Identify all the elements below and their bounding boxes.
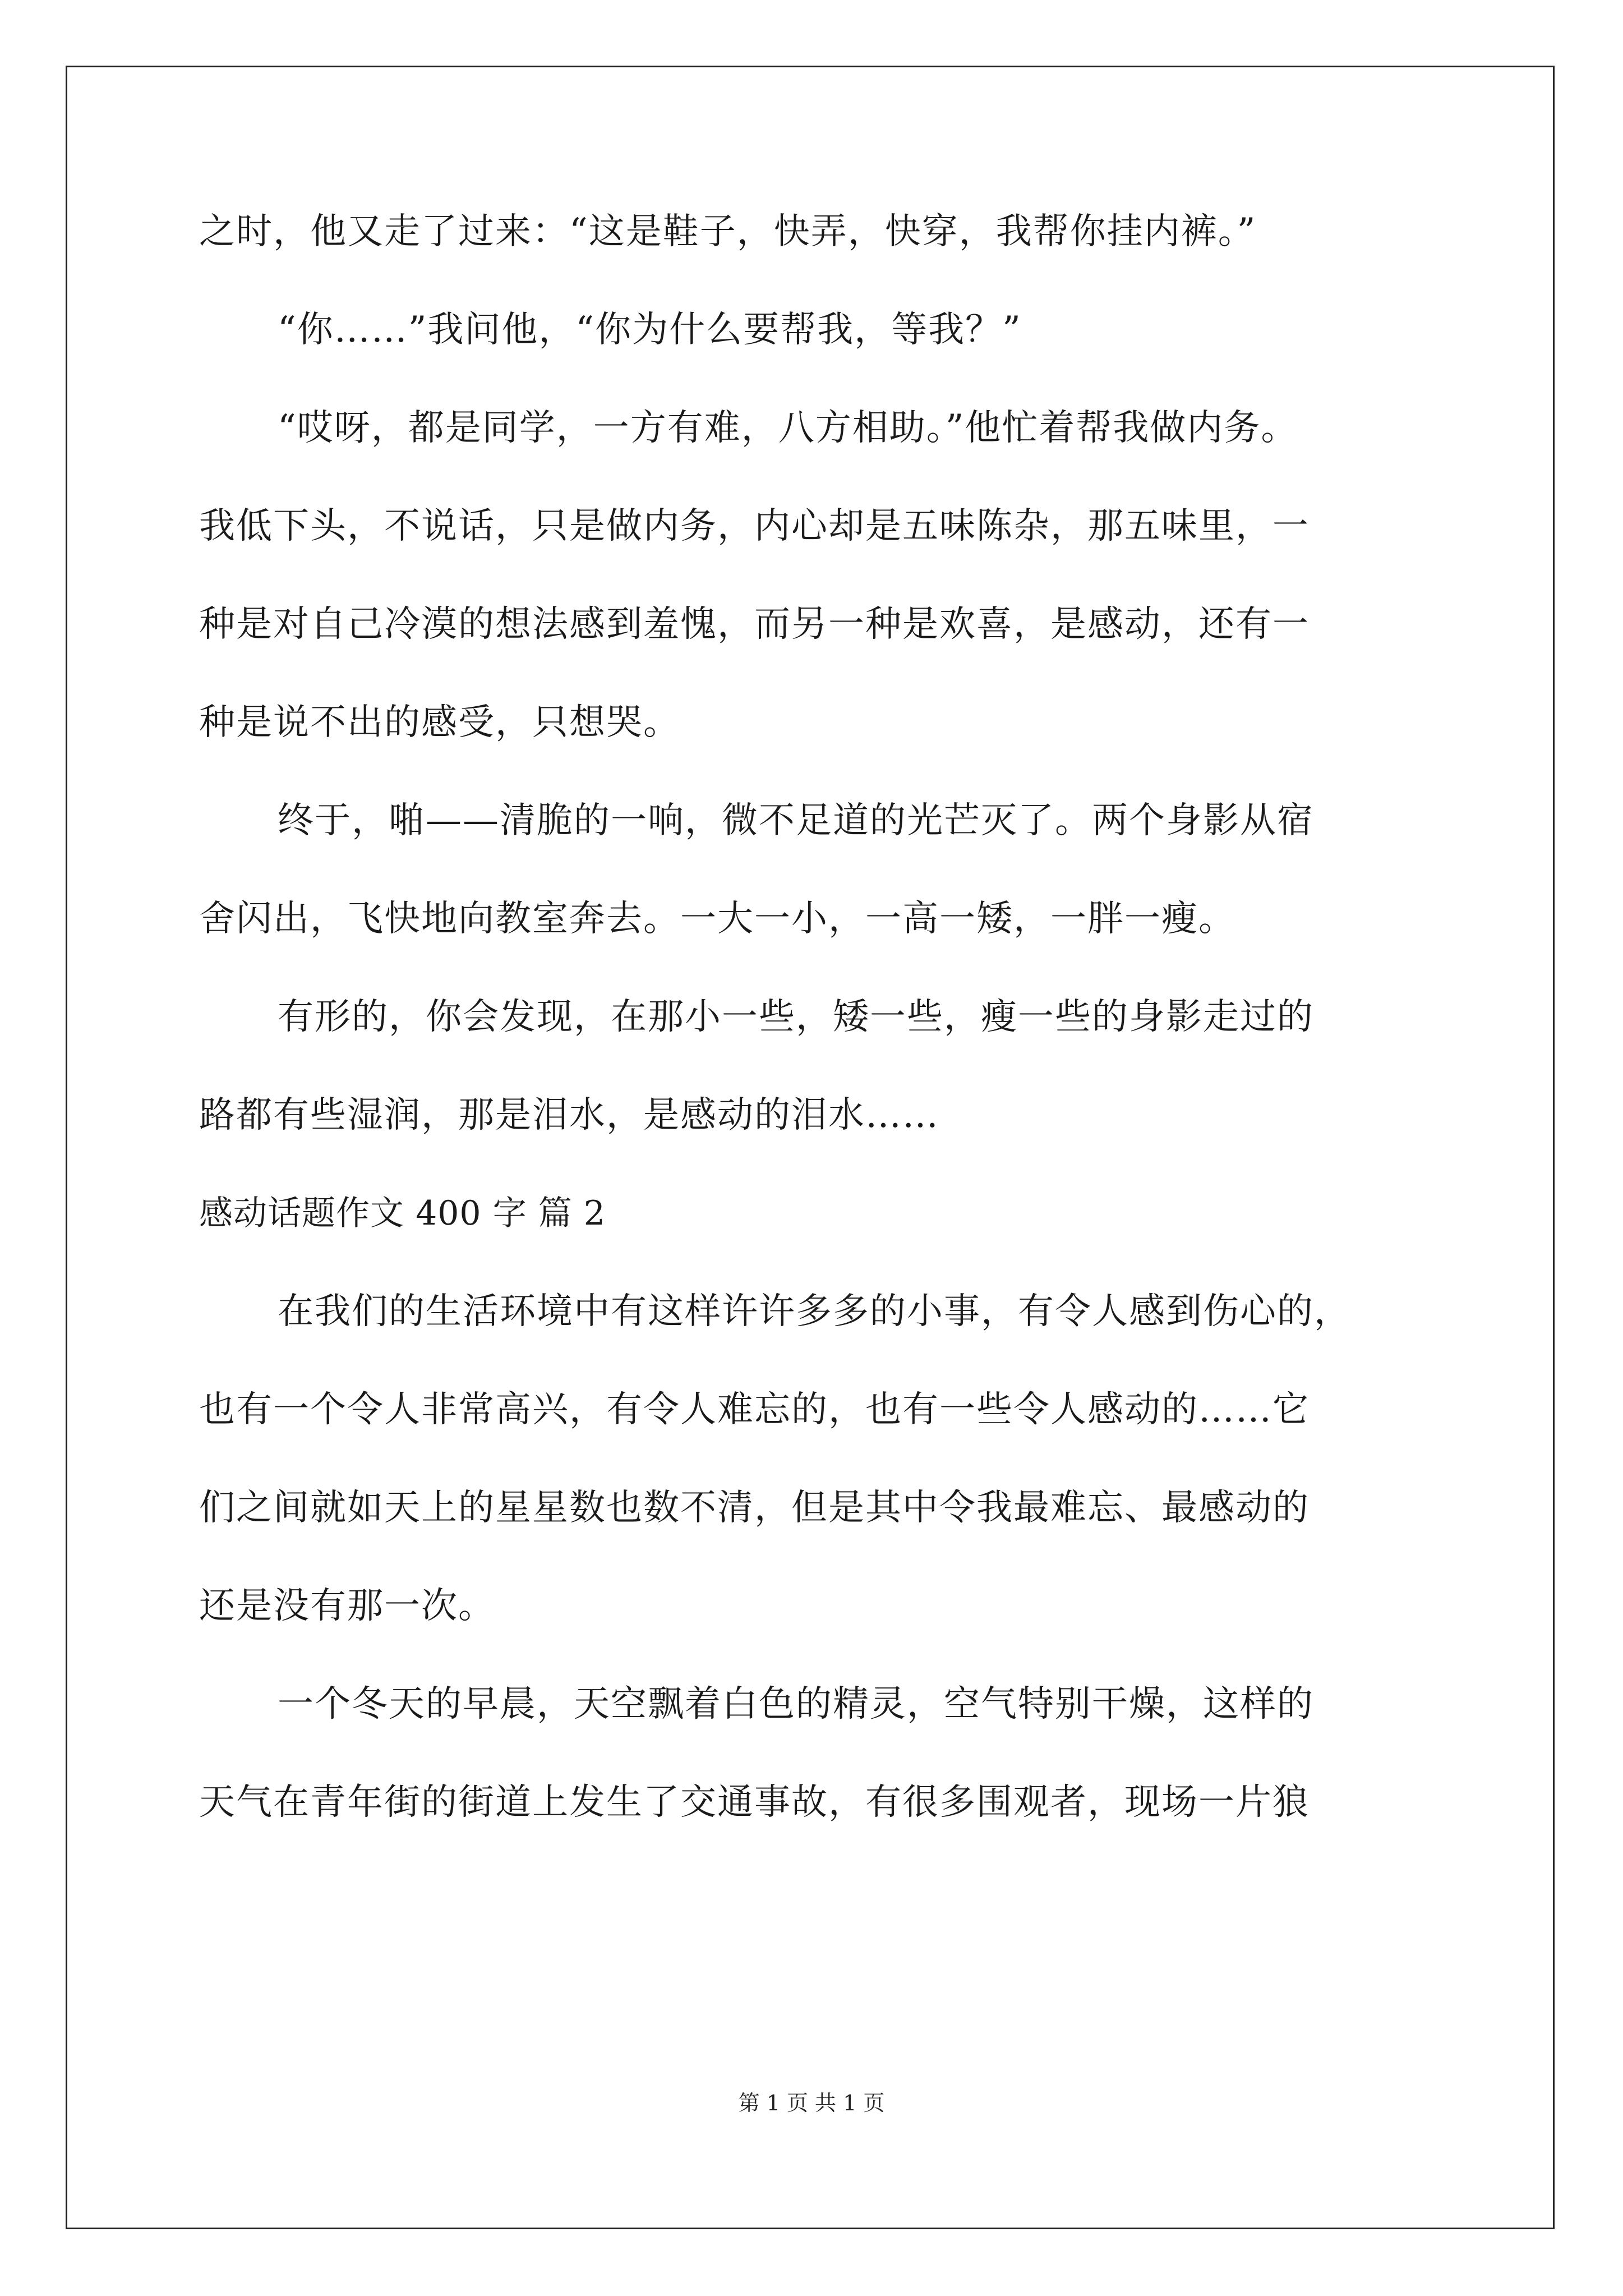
paragraph-line: 天气在青年街的街道上发生了交通事故，有很多围观者，现场一片狼	[199, 1782, 1310, 1823]
paragraph-line: “你……”我问他，“你为什么要帮我，等我？”	[278, 309, 1022, 351]
paragraph-line: 我低下头，不说话，只是做内务，内心却是五味陈杂，那五味里，一	[199, 505, 1310, 547]
paragraph-line: 一个冬天的早晨，天空飘着白色的精灵，空气特别干燥，这样的	[278, 1683, 1314, 1725]
paragraph-line: 舍闪出，飞快地向教室奔去。一大一小，一高一矮，一胖一瘦。	[199, 898, 1235, 940]
paragraph-line: 还是没有那一次。	[199, 1585, 495, 1627]
paragraph-line: 终于，啪——清脆的一响，微不足道的光芒灭了。两个身影从宿	[278, 800, 1314, 841]
paragraph-line: 种是说不出的感受，只想哭。	[199, 702, 680, 743]
paragraph-line: 有形的，你会发现，在那小一些，矮一些，瘦一些的身影走过的	[278, 996, 1314, 1038]
page-border	[66, 66, 1555, 2229]
paragraph-line: 之时，他又走了过来：“这是鞋子，快弄，快穿，我帮你挂内裤。”	[199, 211, 1257, 252]
paragraph-line: 也有一个令人非常高兴，有令人难忘的，也有一些令人感动的……它	[199, 1389, 1310, 1430]
paragraph-line: 们之间就如天上的星星数也数不清，但是其中令我最难忘、最感动的	[199, 1487, 1310, 1529]
paragraph-line: 在我们的生活环境中有这样许许多多的小事，有令人感到伤心的，	[278, 1291, 1351, 1332]
page-footer: 第 1 页 共 1 页	[738, 2091, 885, 2115]
paragraph-line: “哎呀，都是同学，一方有难，八方相助。”他忙着帮我做内务。	[278, 407, 1298, 449]
section-heading: 感动话题作文 400 字 篇 2	[199, 1194, 606, 1233]
paragraph-line: 种是对自己冷漠的想法感到羞愧，而另一种是欢喜，是感动，还有一	[199, 604, 1310, 645]
paragraph-line: 路都有些湿润，那是泪水，是感动的泪水……	[199, 1094, 939, 1136]
